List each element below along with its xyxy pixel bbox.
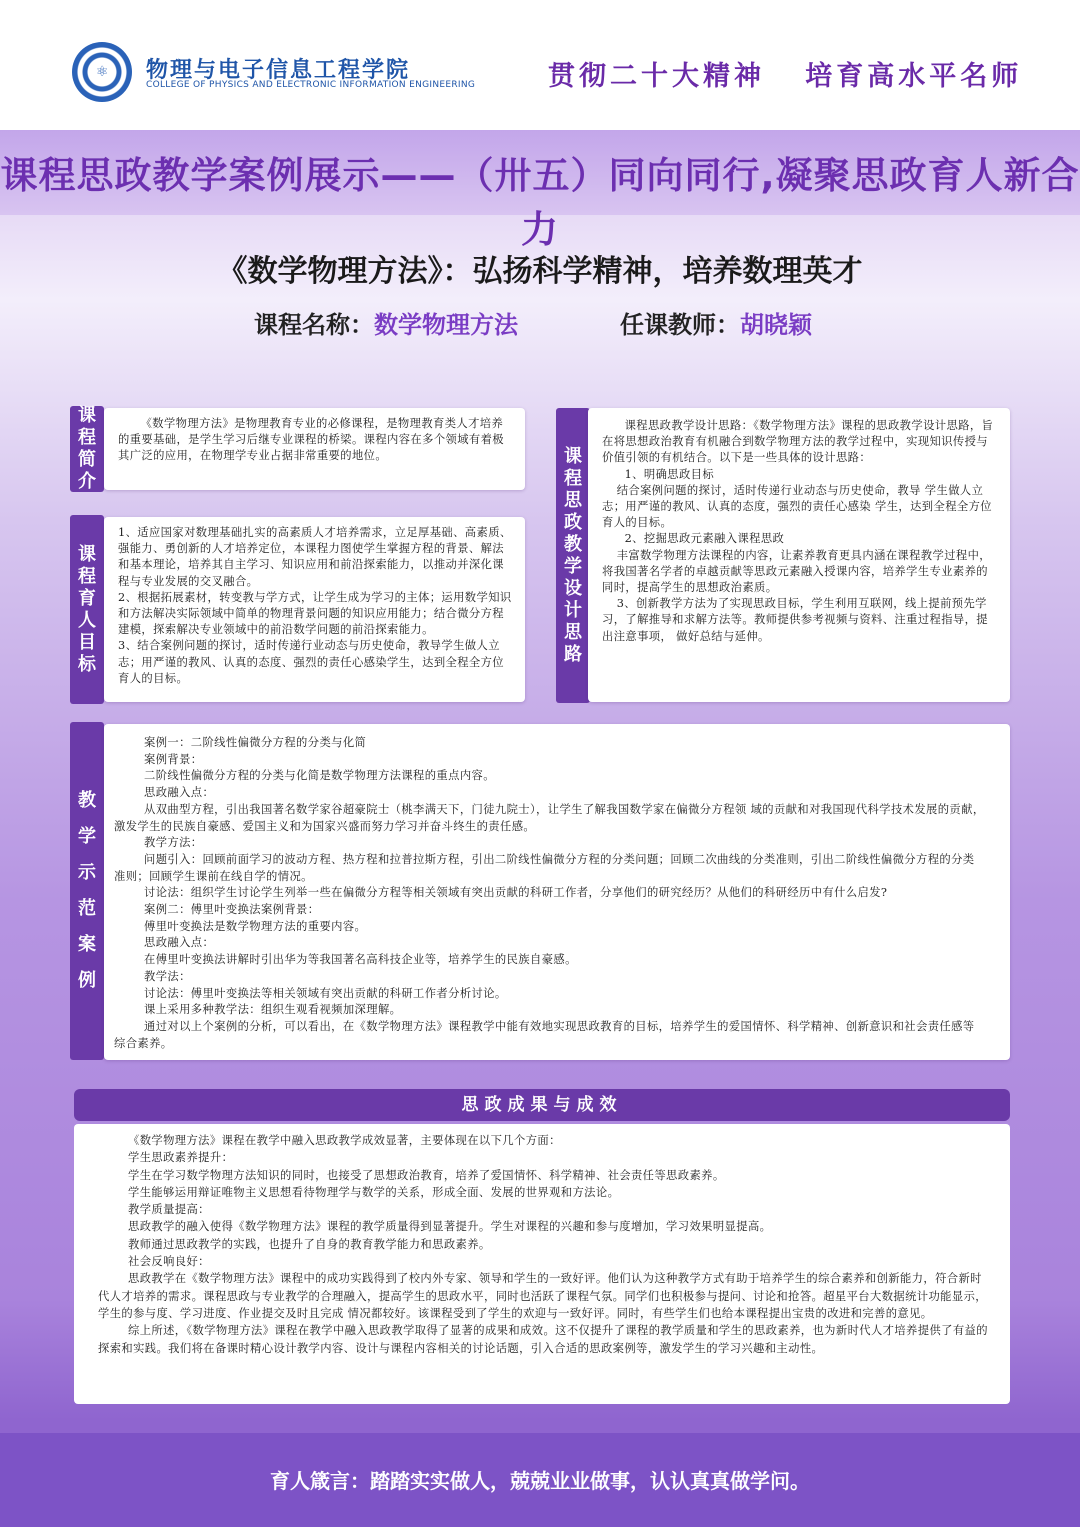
case-line: 从双曲型方程，引出我国著名数学家谷超豪院士（桃李满天下，门徒九院士），让学生了解我国数学家在偏微分方程领 域的贡献和对我国现代科学技术发展的贡献，激发学生的民族自豪感、爱国主义和为国家兴盛而努力学习并奋斗终生的责任感。 bbox=[114, 802, 985, 833]
teacher-value: 胡晓颖 bbox=[740, 311, 812, 339]
case-line: 通过对以上个案例的分析，可以看出，在《数学物理方法》课程教学中能有效地实现思政教育的目标，培养学生的爱国情怀、科学精神、创新意识和社会责任感等综合素养。 bbox=[114, 1019, 975, 1050]
goals-tab-label: 课程育人目标 bbox=[78, 543, 96, 675]
design-item-title: 1、明确思政目标 bbox=[624, 467, 715, 481]
cases-panel bbox=[104, 724, 1010, 1060]
result-line: 教学质量提高： bbox=[128, 1203, 210, 1217]
case-line: 案例背景： bbox=[144, 752, 203, 766]
case-line: 傅里叶变换法是数学物理方法的重要内容。 bbox=[144, 919, 367, 933]
college-name-cn: 物理与电子信息工程学院 bbox=[146, 58, 411, 83]
college-name-en: COLLEGE OF PHYSICS AND ELECTRONIC INFORMATION ENGINEERING bbox=[146, 80, 476, 90]
case-line: 思政融入点： bbox=[144, 936, 215, 950]
course-name-label: 课程名称： bbox=[254, 311, 374, 339]
design-panel bbox=[588, 408, 1010, 702]
result-line: 学生能够运用辩证唯物主义思想看待物理学与数学的关系，形成全面、发展的世界观和方法论。 bbox=[128, 1185, 620, 1199]
intro-tab-label: 课程简介 bbox=[78, 405, 96, 492]
results-panel bbox=[74, 1124, 1010, 1404]
sub-title: 《数学物理方法》：弘扬科学精神，培养数理英才 bbox=[217, 254, 863, 289]
teacher-label: 任课教师： bbox=[620, 311, 740, 339]
case-line: 教学方法： bbox=[144, 836, 203, 850]
design-intro: 课程思政教学设计思路：《数学物理方法》课程的思政教学设计思路，旨在将思想政治教育有机融合到数学物理方法的教学过程中，实现知识传授与价值引领的有机结合。以下是一些具体的设计思路： bbox=[602, 419, 994, 465]
case-line: 思政融入点： bbox=[144, 786, 215, 800]
design-item-body: 结合案例问题的探讨，适时传递行业动态与历史使命，教导 学生做人立志；用严谨的教风、认真的态度，强烈的责任心感染 学生，达到全程全方位育人的目标。 bbox=[602, 483, 992, 530]
design-item-title: 2、挖掘思政元素融入课程思政 bbox=[624, 532, 785, 546]
intro-panel bbox=[104, 408, 525, 490]
goal-item: 2、根据拓展素材，转变教与学方式，让学生成为学习的主体；运用数学知识和方法解决实际领域中简单的物理背景问题的知识应用能力；结合微分方程建模，探索解决专业领域中的前沿数学问题的前沿探索能力。 bbox=[118, 590, 512, 637]
case-line: 课上采用多种教学法：组织生观看视频加深理解。 bbox=[144, 1003, 402, 1017]
result-line: 思政教学在《数学物理方法》课程中的成功实践得到了校内外专家、领导和学生的一致好评。他们认为这种教学方式有助于培养学生的综合素养和创新能力，符合新时代人才培养的需求。课程思政与专业教学的合理融入，提高学生的思政水平，同时也活跃了课程气氛。同学们也积极参与提问、讨论和抢答。超星平台大数据统计功能显示，学生的参与度、学习进度、作业提交及时且完成 情况都较好。该课程受到了学生的欢迎与一致好评。同时，有些学生们也给本课程提出宝贵的改进和完善的意见。 bbox=[98, 1272, 987, 1320]
goal-item: 3、结合案例问题的探讨，适时传递行业动态与历史使命，教导学生做人立志；用严谨的教风、认真的态度、强烈的责任心感染学生，达到全程全方位育人的目标。 bbox=[118, 639, 505, 685]
case-line: 在傅里叶变换法讲解时引出华为等我国著名高科技企业等，培养学生的民族自豪感。 bbox=[144, 953, 577, 967]
result-line: 思政教学的融入使得《数学物理方法》课程的教学质量得到显著提升。学生对课程的兴趣和参与度增加，学习效果明显提高。 bbox=[128, 1220, 772, 1234]
case-line: 案例一：二阶线性偏微分方程的分类与化简 bbox=[144, 736, 367, 749]
result-line: 综上所述，《数学物理方法》课程在教学中融入思政教学取得了显著的成果和成效。这不仅提升了课程的教学质量和学生的思政素养，也为新时代人才培养提供了有益的探索和实践。我们将在备课时精心设计教学内容、设计与课程内容相关的讨论话题，引入合适的思政案例等，激发学生的学习兴趣和主动性。 bbox=[98, 1324, 988, 1355]
results-title: 思政成果与成效 bbox=[74, 1089, 1010, 1121]
goals-tab bbox=[70, 515, 104, 704]
case-line: 讨论法：组织学生讨论学生列举一些在偏微分方程等相关领域有突出贡献的科研工作者，分享他们的研究经历？从他们的科研经历中有什么启发? bbox=[144, 886, 888, 900]
case-line: 教学法： bbox=[144, 969, 191, 983]
result-line: 学生在学习数学物理方法知识的同时，也接受了思想政治教育，培养了爱国情怀、科学精神、社会责任等思政素养。 bbox=[128, 1168, 725, 1182]
result-line: 《数学物理方法》课程在教学中融入思政教学成效显著，主要体现在以下几个方面： bbox=[128, 1134, 561, 1147]
design-item-body: 丰富数学物理方法课程的内容，让素养教育更具内涵在课程教学过程中，将我国著名学者的卓越贡献等思政元素融入授课内容，培养学生专业素养的同时，提高学生的思想政治素质。 bbox=[602, 548, 991, 595]
case-line: 案例二：傅里叶变换法案例背景： bbox=[144, 903, 320, 917]
result-line: 教师通过思政教学的实践，也提升了自身的教育教学能力和思政素养。 bbox=[128, 1237, 491, 1251]
design-tab bbox=[556, 408, 590, 703]
course-name-value: 数学物理方法 bbox=[374, 311, 518, 339]
design-tab-label: 课程思政教学设计思路 bbox=[564, 445, 582, 665]
course-name bbox=[254, 305, 518, 340]
intro-text: 《数学物理方法》是物理教育专业的必修课程，是物理教育类人才培养的重要基础，是学生学习后继专业课程的桥梁。课程内容在多个领域有着极其广泛的应用，在物理学专业占据非常重要的地位。 bbox=[118, 417, 505, 463]
case-line: 讨论法：傅里叶变换法等相关领域有突出贡献的科研工作者分析讨论。 bbox=[144, 986, 507, 1000]
result-line: 社会反响良好： bbox=[128, 1255, 210, 1269]
cases-tab-label: 教学示范案例 bbox=[78, 790, 96, 991]
goal-item: 1、适应国家对数理基础扎实的高素质人才培养需求，立足厚基础、高素质、强能力、勇创新的人才培养定位，本课程力图使学生掌握方程的背景、解法和基本理论，培养其自主学习、知识应用和前沿探索能力，以推动并深化课程与专业发展的交叉融合。 bbox=[118, 526, 512, 588]
goals-panel bbox=[104, 517, 525, 702]
course-teacher bbox=[620, 305, 812, 340]
case-line: 二阶线性偏微分方程的分类与化简是数学物理方法课程的重点内容。 bbox=[144, 769, 495, 783]
main-title: 课程思政教学案例展示——（卅五）同向同行,凝聚思政育人新合力 bbox=[0, 154, 1080, 251]
footer-motto: 育人箴言：踏踏实实做人，兢兢业业做事，认认真真做学问。 bbox=[270, 1469, 810, 1493]
intro-tab bbox=[70, 406, 104, 492]
case-line: 问题引入：回顾前面学习的波动方程、热方程和拉普拉斯方程，引出二阶线性偏微分方程的分类问题；回顾二次曲线的分类准则，引出二阶线性偏微分方程的分类准则；回顾学生课前在线自学的情况。 bbox=[114, 852, 975, 883]
college-logo-mark: ⚛ bbox=[95, 64, 109, 80]
cases-tab bbox=[70, 722, 104, 1060]
header-slogan: 贯彻二十大精神 培育高水平名师 bbox=[548, 61, 1023, 92]
design-item-body: 3、创新教学方法为了实现思政目标，学生利用互联网，线上提前预先学习，了解推导和求解方法等。教师提供参考视频与资料、注重过程指导，提出注意事项， 做好总结与延伸。 bbox=[602, 597, 989, 643]
result-line: 学生思政素养提升： bbox=[128, 1151, 234, 1165]
